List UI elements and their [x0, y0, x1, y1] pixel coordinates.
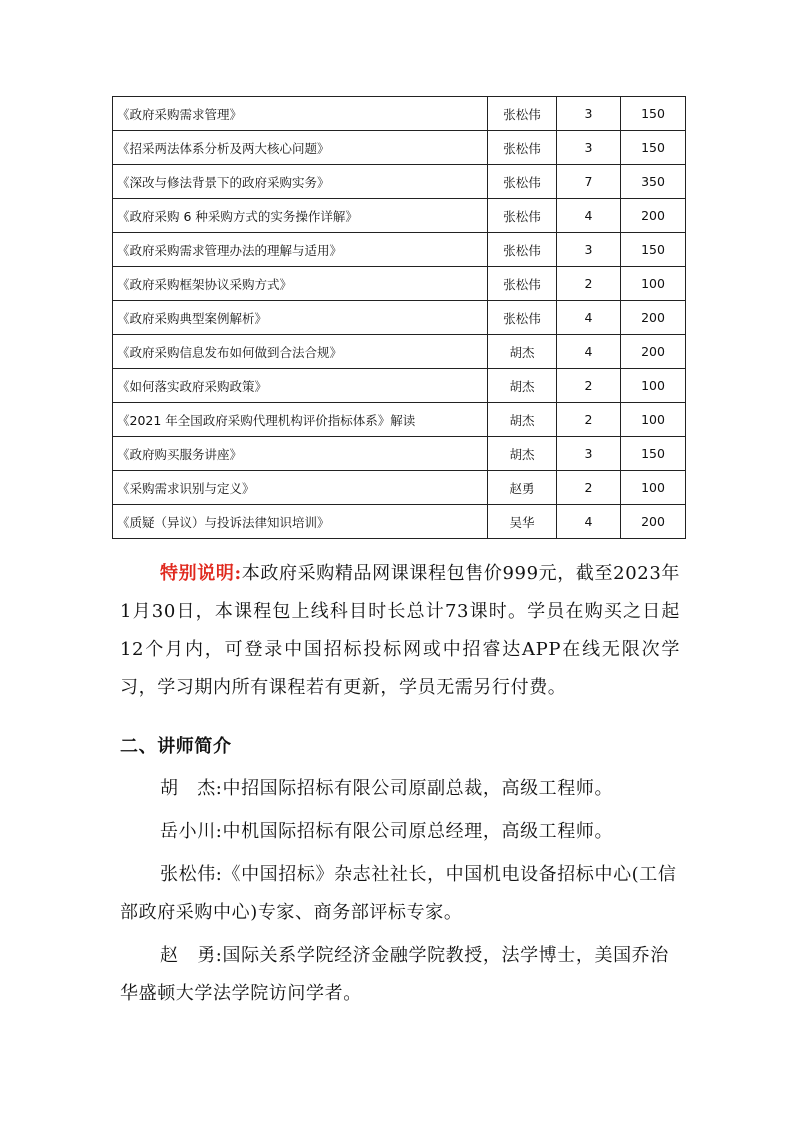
course-name-cell: 《政府采购 6 种采购方式的实务操作详解》 — [113, 199, 488, 233]
table-row — [113, 403, 686, 437]
price-cell: 100 — [621, 471, 686, 505]
lecturer-cell: 胡杰 — [488, 437, 557, 471]
price-cell: 200 — [621, 199, 686, 233]
price-cell: 150 — [621, 437, 686, 471]
table-row — [113, 335, 686, 369]
lecturer-bio: 《中国招标》杂志社社长，中国机电设备招标中心(工信部政府采购中心)专家、商务部评标专家。 — [120, 864, 677, 923]
course-table-body — [113, 97, 686, 539]
lecturer-bio: 中机国际招标有限公司原总经理，高级工程师。 — [222, 821, 614, 842]
special-note-text: 本政府采购精品网课课程包售价999元，截至2023年1月30日，本课程包上线科目时长总计73课时。学员在购买之日起12个月内，可登录中国招标投标网或中招睿达APP在线无限次学习，学习期内所有课程若有更新，学员无需另行付费。 — [120, 563, 680, 698]
course-name-cell: 《政府采购框架协议采购方式》 — [113, 267, 488, 301]
course-name-cell: 《采购需求识别与定义》 — [113, 471, 488, 505]
lecturer-cell: 张松伟 — [488, 267, 557, 301]
table-row — [113, 199, 686, 233]
price-cell: 100 — [621, 369, 686, 403]
price-cell: 150 — [621, 131, 686, 165]
table-row — [113, 301, 686, 335]
table-row — [113, 437, 686, 471]
course-name-cell: 《政府采购信息发布如何做到合法合规》 — [113, 335, 488, 369]
lecturer-name: 张松伟: — [160, 864, 223, 885]
lecturer-bio: 国际关系学院经济金融学院教授，法学博士，美国乔治华盛顿大学法学院访问学者。 — [120, 945, 669, 1004]
course-name-cell: 《2021 年全国政府采购代理机构评价指标体系》解读 — [113, 403, 488, 437]
special-note — [120, 555, 680, 707]
table-row — [113, 267, 686, 301]
lecturer-entry-zhangsongwei — [120, 856, 680, 932]
lecturer-entry-zhaoyong — [120, 937, 680, 1013]
lecturer-cell: 胡杰 — [488, 335, 557, 369]
lecturer-cell: 张松伟 — [488, 233, 557, 267]
table-row — [113, 165, 686, 199]
course-name-cell: 《深改与修法背景下的政府采购实务》 — [113, 165, 488, 199]
hours-cell: 7 — [557, 165, 621, 199]
hours-cell: 3 — [557, 437, 621, 471]
lecturer-cell: 赵勇 — [488, 471, 557, 505]
price-cell: 200 — [621, 301, 686, 335]
table-row — [113, 471, 686, 505]
price-cell: 150 — [621, 233, 686, 267]
lecturer-list — [120, 770, 680, 1013]
hours-cell: 2 — [557, 267, 621, 301]
table-row — [113, 233, 686, 267]
price-cell: 200 — [621, 335, 686, 369]
lecturer-cell: 吴华 — [488, 505, 557, 539]
hours-cell: 3 — [557, 131, 621, 165]
course-name-cell: 《如何落实政府采购政策》 — [113, 369, 488, 403]
price-cell: 200 — [621, 505, 686, 539]
course-name-cell: 《政府采购典型案例解析》 — [113, 301, 488, 335]
hours-cell: 4 — [557, 505, 621, 539]
lecturer-cell: 胡杰 — [488, 369, 557, 403]
hours-cell: 4 — [557, 301, 621, 335]
hours-cell: 4 — [557, 335, 621, 369]
table-row — [113, 131, 686, 165]
lecturer-name: 岳小川: — [160, 821, 223, 842]
lecturer-name: 胡 杰: — [160, 778, 223, 799]
hours-cell: 2 — [557, 471, 621, 505]
lecturer-entry-hujie — [120, 770, 680, 808]
lecturer-entry-yuexiaochuan — [120, 813, 680, 851]
hours-cell: 3 — [557, 97, 621, 131]
course-name-cell: 《招采两法体系分析及两大核心问题》 — [113, 131, 488, 165]
hours-cell: 3 — [557, 233, 621, 267]
lecturer-name: 赵 勇: — [160, 945, 223, 966]
lecturer-section-heading: 二、讲师简介 — [120, 736, 232, 757]
lecturer-cell: 张松伟 — [488, 131, 557, 165]
hours-cell: 2 — [557, 369, 621, 403]
course-name-cell: 《质疑（异议）与投诉法律知识培训》 — [113, 505, 488, 539]
lecturer-cell: 张松伟 — [488, 199, 557, 233]
price-cell: 350 — [621, 165, 686, 199]
hours-cell: 2 — [557, 403, 621, 437]
course-name-cell: 《政府购买服务讲座》 — [113, 437, 488, 471]
hours-cell: 4 — [557, 199, 621, 233]
course-name-cell: 《政府采购需求管理办法的理解与适用》 — [113, 233, 488, 267]
course-table — [112, 96, 686, 539]
price-cell: 150 — [621, 97, 686, 131]
price-cell: 100 — [621, 403, 686, 437]
table-row — [113, 505, 686, 539]
lecturer-cell: 张松伟 — [488, 301, 557, 335]
table-row — [113, 369, 686, 403]
lecturer-bio: 中招国际招标有限公司原副总裁，高级工程师。 — [222, 778, 614, 799]
table-row — [113, 97, 686, 131]
lecturer-cell: 胡杰 — [488, 403, 557, 437]
course-name-cell: 《政府采购需求管理》 — [113, 97, 488, 131]
lecturer-cell: 张松伟 — [488, 97, 557, 131]
price-cell: 100 — [621, 267, 686, 301]
special-note-label: 特别说明: — [160, 563, 242, 584]
lecturer-cell: 张松伟 — [488, 165, 557, 199]
